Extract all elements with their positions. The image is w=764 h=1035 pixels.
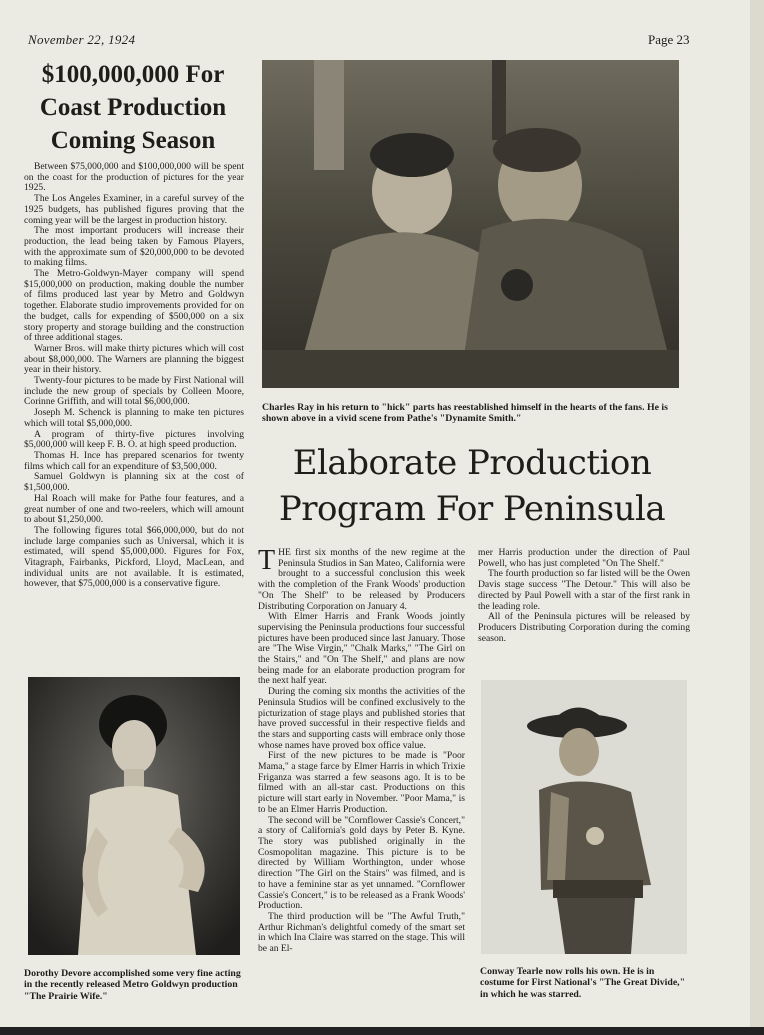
- photo-dynamite-smith: [262, 60, 679, 388]
- article-paragraph: A program of thirty-five pictures involving $5,000,000 will keep F. B. O. at high speed production.: [24, 428, 244, 451]
- headline-line: Program For Peninsula: [278, 489, 666, 529]
- article-paragraph: First of the new pictures to be made is "Poor Mama," a stage farce by Elmer Harris in which Trixie Friganza was starred a few seasons ago. It is to be filmed with an all-star cast. Productions on this picture will start early in November. "Poor Mama," is to be an Elmer Harris Production.: [258, 750, 465, 815]
- article-paragraph: The second will be "Cornflower Cassie's Concert," a story of California's gold days by Peter B. Kyne. The story was published originally in the Cosmopolitan magazine. This picture is to be directed by William Worthington, under whose direction "The Girl on the Stairs" was filmed, and is to have a feminine star as yet unnamed. "Cornflower Cassie's Concert," is to be released as a Frank Woods' Production.: [258, 814, 465, 912]
- article-paragraph: The fourth production so far listed will be the Owen Davis stage success "The Detour." This will also be directed by Paul Powell with a star of the first rank in the leading role.: [478, 568, 690, 612]
- article-paragraph: Between $75,000,000 and $100,000,000 will be spent on the coast for the production of pictures for the year 1925.: [24, 161, 244, 194]
- headline-coast-production: [24, 58, 242, 157]
- article-paragraph: HE first six months of the new regime at the Peninsula Studios in San Mateo, California were brought to a successful conclusion this week with the completion of the Frank Woods' production "On The Shelf" to be released by Producers Distributing Corporation on January 4.: [258, 547, 465, 612]
- article-paragraph: The following figures total $66,000,000, but do not include large companies such as Universal, which it is estimated, will spend $5,000,000. Figures for Fox, Vitagraph, Fairbanks, Pickford, Lloyd, MacLean, and individual units are not available. It is estimated, however, that $75,000,000 is a conservative figure.: [24, 524, 244, 590]
- photo-conway-tearle-caption: Conway Tearle now rolls his own. He is in costume for First National's "The Great Divide," in which he was starred.: [480, 966, 686, 1000]
- article-paragraph: The third production will be "The Awful Truth," Arthur Richman's delightful comedy of the smart set in which Ina Claire was starred on the stage. This will be an El-: [258, 910, 465, 955]
- drop-cap: T: [258, 545, 276, 576]
- article-paragraph: Joseph M. Schenck is planning to make ten pictures which will total $5,000,000.: [24, 407, 244, 429]
- article-paragraph: Warner Bros. will make thirty pictures which will cost about $8,000,000. The Warners are planning the biggest year in their history.: [24, 342, 244, 376]
- headline-line: Coming Season: [50, 127, 216, 154]
- photo-dorothy-devore: [28, 677, 240, 955]
- photo-dorothy-devore-image: [28, 677, 240, 955]
- page-number: Page 23: [648, 32, 690, 47]
- photo-conway-tearle-image: [481, 680, 687, 954]
- article-paragraph: The Metro-Goldwyn-Mayer company will spend $15,000,000 on production, making double the number of films produced last year by Metro and Goldwyn together. Elaborate studio improvements provided for on the budget, calls for expending of $500,000 on a six story property and storage building and the construction of three additional stages.: [24, 268, 244, 344]
- peninsula-article-continued: [478, 548, 690, 644]
- peninsula-article: [258, 545, 465, 955]
- article-paragraph: The most important producers will increase their production, the lead being taken by Famous Players, with the approximate sum of $20,000,000 to be devoted to making films.: [24, 225, 244, 269]
- photo-dynamite-smith-image: [262, 60, 679, 388]
- article-paragraph: With Elmer Harris and Frank Woods jointly supervising the Peninsula productions four successful pictures have been produced since last January. Those are "The Wise Virgin," "Chalk Marks," "The Girl on the Stairs," and "On The Shelf," and plans are now being made for an elaborate production program for the next half year.: [258, 611, 465, 687]
- article-paragraph: Samuel Goldwyn is planning six at the cost of $1,500,000.: [24, 471, 244, 494]
- page-bottom-edge: [0, 1027, 764, 1035]
- article-paragraph: Hal Roach will make for Pathe four features, and a great number of one and two-reelers, which will amount to about $1,250,000.: [24, 492, 244, 526]
- photo-dynamite-smith-caption: Charles Ray in his return to "hick" parts has reestablished himself in the hearts of the fans. He is shown above in a vivid scene from Pathe's "Dynamite Smith.": [262, 402, 668, 425]
- peninsula-headline: [262, 440, 682, 532]
- article-first-paragraph: [258, 545, 465, 612]
- coast-production-article: [24, 162, 244, 590]
- article-paragraph: The Los Angeles Examiner, in a careful survey of the 1925 budgets, has published figures proving that the coming year will be the largest in production history.: [24, 193, 244, 226]
- article-paragraph: mer Harris production under the direction of Paul Powell, who has just completed "On The Shelf.": [478, 547, 690, 569]
- photo-dorothy-devore-caption: Dorothy Devore accomplished some very fine acting in the recently released Metro Goldwyn production "The Prairie Wife.": [24, 968, 241, 1002]
- page-edge: [750, 0, 764, 1035]
- article-paragraph: All of the Peninsula pictures will be released by Producers Distributing Corporation during the coming season.: [478, 611, 690, 644]
- article-paragraph: During the coming six months the activities of the Peninsula Studios will be confined exclusively to the picturization of stage plays and published stories that have proved successful in their respective fields and the stars and supporting casts will embrace only those whose names have proved box office value.: [258, 686, 465, 751]
- photo-conway-tearle: [481, 680, 687, 954]
- headline-line: Elaborate Production: [292, 443, 652, 483]
- article-paragraph: Twenty-four pictures to be made by First National will include the new group of specials by Colleen Moore, Corinne Griffith, and will total $6,000,000.: [24, 375, 244, 408]
- issue-date: November 22, 1924: [28, 32, 136, 47]
- headline-line: Coast Production: [39, 94, 227, 121]
- article-paragraph: Thomas H. Ince has prepared scenarios for twenty films which call for an expenditure of $3,500,000.: [24, 449, 244, 472]
- headline-line: $100,000,000 For: [41, 61, 225, 88]
